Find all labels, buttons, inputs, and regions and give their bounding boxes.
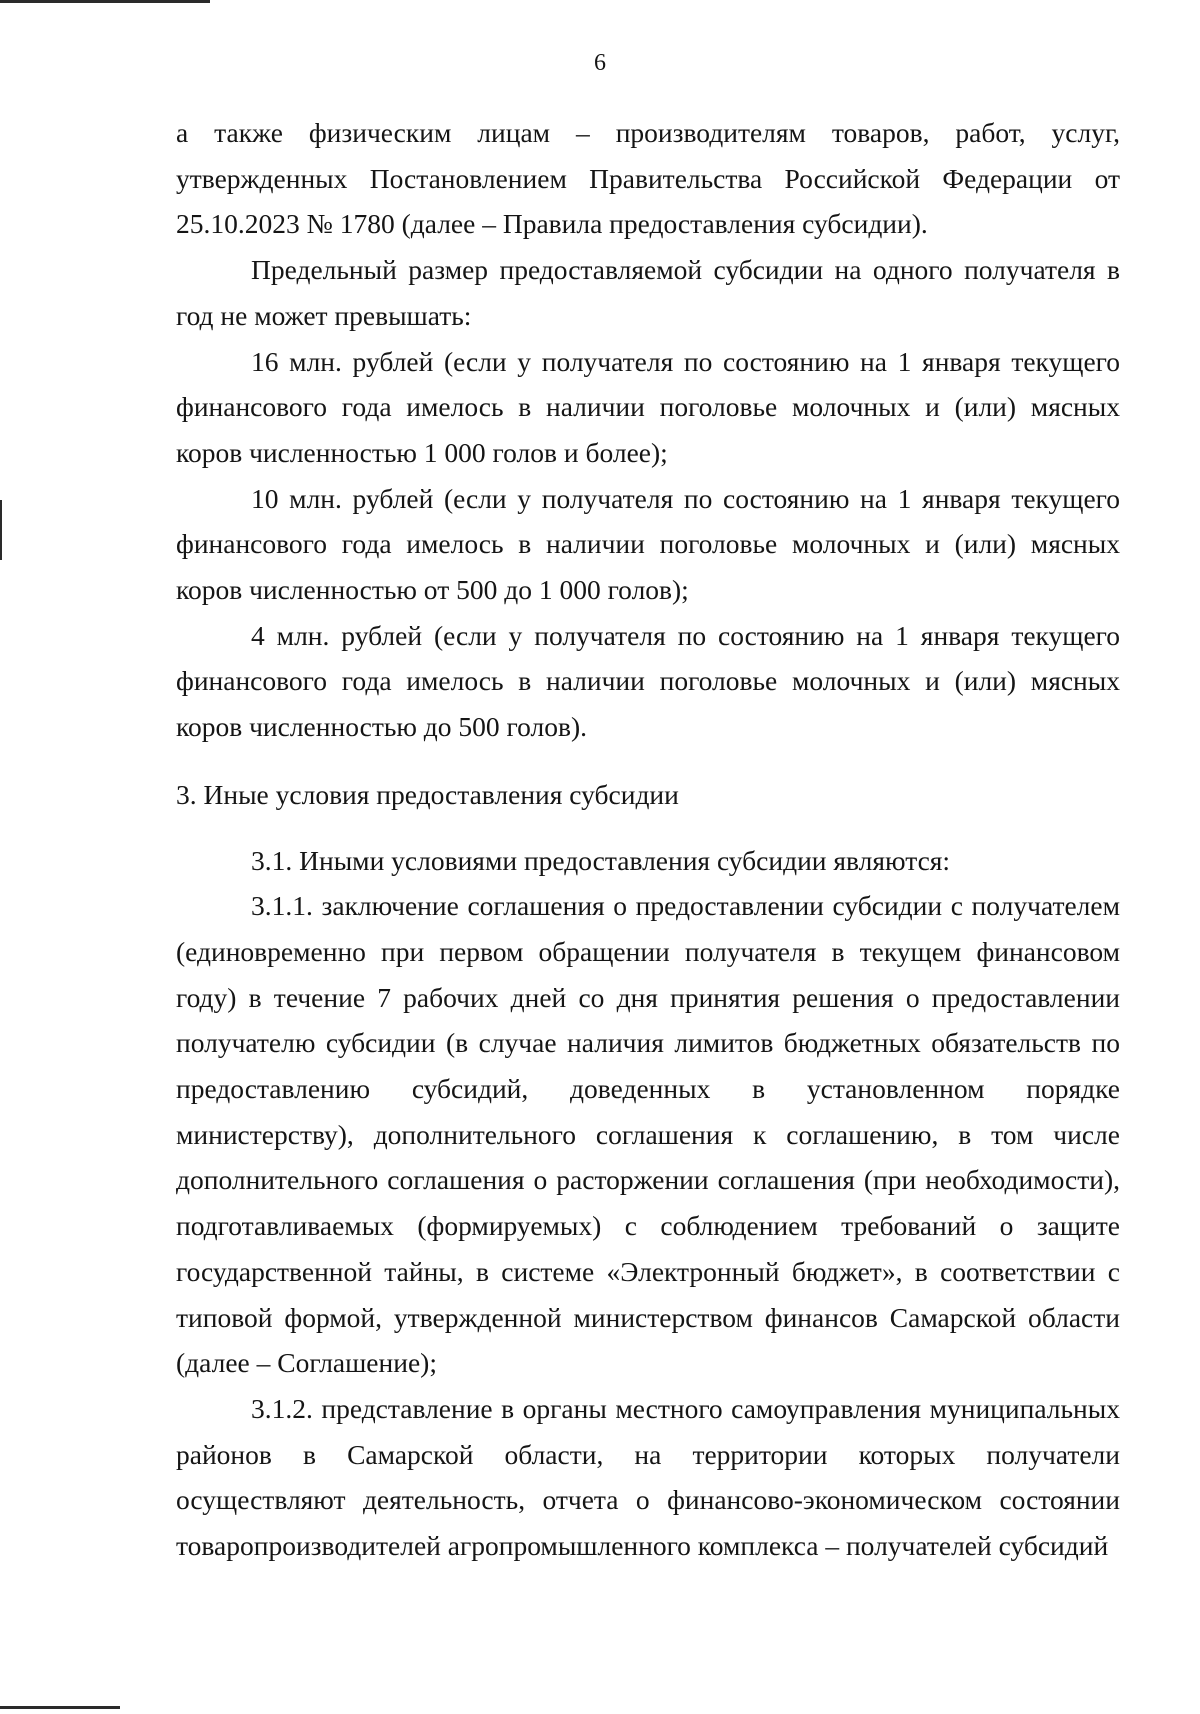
page-number: 6 (594, 50, 606, 76)
scan-edge-mark (0, 1706, 120, 1709)
paragraph: Предельный размер предоставляемой субсидии на одного получателя в год не может превышать: (176, 254, 1120, 331)
paragraph: 3.1.2. представление в органы местного самоуправления муниципальных районов в Самарской области, на территории которых получатели осуществляют деятельность, отчета о финансово-экономическом состоянии товаропроизводителей агропромышленного комплекса – получателей субсидий (176, 1392, 1120, 1562)
paragraph: 16 млн. рублей (если у получателя по состоянию на 1 января текущего финансового года имелось в наличии поголовье молочных и (или) мясных коров численностью 1 000 голов и более); (176, 345, 1120, 468)
paragraph: а также физическим лицам – производителям товаров, работ, услуг, утвержденных Постановлением Правительства Российской Федерации от 25.10.2023 № 1780 (далее – Правила предоставления субсидии). (176, 117, 1120, 240)
document-body (176, 110, 1120, 1569)
paragraph: 3.1. Иными условиями предоставления субсидии являются: (251, 844, 951, 876)
paragraph: 3.1.1. заключение соглашения о предоставлении субсидии с получателем (единовременно при первом обращении получателя в текущем финансовом году) в течение 7 рабочих дней со дня принятия решения о предоставлении получателю субсидии (в случае наличия лимитов бюджетных обязательств по предоставлению субсидий, доведенных в установленном порядке министерству), дополнительного соглашения к соглашению, в том числе дополнительного соглашения о расторжении соглашения (при необходимости), подготавливаемых (формируемых) с соблюдением требований о защите государственной тайны, в системе «Электронный бюджет», в соответствии с типовой формой, утвержденной министерством финансов Самарской области (далее – Соглашение); (176, 890, 1120, 1379)
section-heading: 3. Иные условия предоставления субсидии (176, 778, 679, 810)
paragraph: 4 млн. рублей (если у получателя по состоянию на 1 января текущего финансового года имелось в наличии поголовье молочных и (или) мясных коров численностью до 500 голов). (176, 619, 1120, 743)
scan-edge-mark (0, 0, 210, 3)
paragraph: 10 млн. рублей (если у получателя по состоянию на 1 января текущего финансового года имелось в наличии поголовье молочных и (или) мясных коров численностью от 500 до 1 000 голов); (176, 482, 1120, 606)
scan-edge-mark (0, 500, 2, 560)
